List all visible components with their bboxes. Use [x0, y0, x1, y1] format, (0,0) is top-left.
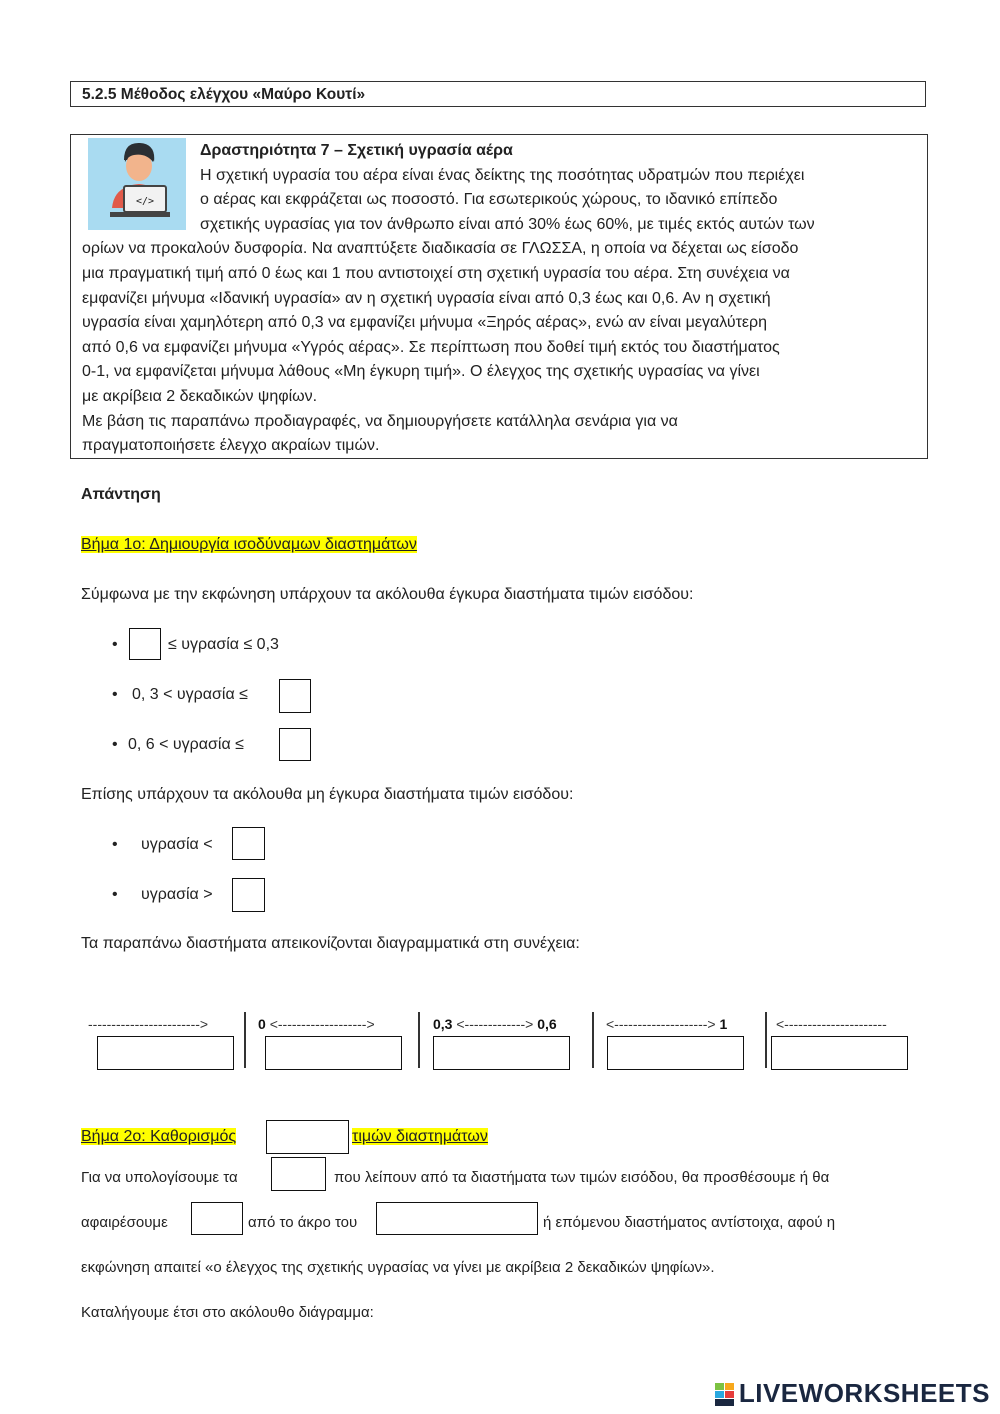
answer-input-box[interactable] — [279, 679, 311, 713]
invalid-intervals-intro: Επίσης υπάρχουν τα ακόλουθα μη έγκυρα διαστήματα τιμών εισόδου: — [81, 786, 574, 803]
logo-text: LIVEWORKSHEETS — [738, 1378, 990, 1408]
activity-line: σχετικής υγρασίας για τον άνθρωπο είναι από 30% έως 60%, με τιμές εκτός αυτών των — [200, 215, 815, 233]
diagram-label-03: 0,3 — [433, 1016, 453, 1032]
diagram-label-0: 0 — [258, 1016, 266, 1032]
activity-line: πραγματοποιήσετε έλεγχο ακραίων τιμών. — [82, 437, 380, 455]
bullet-dot: • — [112, 686, 118, 703]
valid-interval-1: ≤ υγρασία ≤ 0,3 — [168, 636, 279, 653]
activity-line: Η σχετική υγρασία του αέρα είναι ένας δείκτης της ποσότητας υδρατμών που περιέχει — [200, 166, 805, 184]
activity-line: από 0,6 να εμφανίζει μήνυμα «Υγρός αέρας». Σε περίπτωση που δοθεί τιμή εκτός του διαστήματος — [82, 338, 780, 356]
diagram-segment-4 — [606, 1016, 727, 1032]
diagram-arrow: <--------------------> — [606, 1016, 716, 1032]
diagram-input-box[interactable] — [607, 1036, 744, 1070]
activity-text — [82, 139, 922, 459]
svg-text:</>: </> — [135, 196, 155, 207]
step2-line2-a: αφαιρέσουμε — [81, 1214, 168, 1231]
diagram-divider — [244, 1012, 246, 1068]
diagram-segment-3 — [433, 1016, 557, 1032]
diagram-divider — [418, 1012, 420, 1068]
step2-line4: Καταλήγουμε έτσι στο ακόλουθο διάγραμμα: — [81, 1304, 374, 1321]
diagram-input-box[interactable] — [771, 1036, 908, 1070]
section-title: 5.2.5 Μέθοδος ελέγχου «Μαύρο Κουτί» — [70, 81, 926, 107]
invalid-interval-1: υγρασία < — [141, 836, 213, 853]
step2-line2-c: ή επόμενου διαστήματος αντίστοιχα, αφού η — [543, 1214, 836, 1231]
activity-line: Με βάση τις παραπάνω προδιαγραφές, να δημιουργήσετε κατάλληλα σενάρια για να — [82, 412, 678, 430]
diagram-arrow: <-------------> — [456, 1016, 534, 1032]
step1-title — [81, 536, 417, 554]
bullet-dot: • — [112, 886, 118, 903]
answer-input-box[interactable] — [129, 628, 161, 660]
diagram-divider — [765, 1012, 767, 1068]
step2-title-b — [352, 1128, 488, 1146]
step2-title-b-text: τιμών διαστημάτων — [352, 1128, 488, 1145]
step2-line3: εκφώνηση απαιτεί «ο έλεγχος της σχετικής υγρασίας να γίνει με ακρίβεια 2 δεκαδικών ψηφίων». — [81, 1259, 715, 1276]
answer-input-box[interactable] — [279, 728, 311, 761]
activity-line: μια πραγματική τιμή από 0 έως και 1 που αντιστοιχεί στη σχετική υγρασία του αέρα. Στη συνέχεια να — [82, 264, 790, 282]
diagram-label-06: 0,6 — [537, 1016, 557, 1032]
bullet-dot: • — [112, 636, 118, 653]
answer-input-box[interactable] — [232, 827, 265, 860]
diagram-label-1: 1 — [719, 1016, 728, 1032]
activity-line: ορίων να προκαλούν δυσφορία. Να αναπτύξετε διαδικασία σε ΓΛΩΣΣΑ, η οποία να δέχεται ως είσοδο — [82, 240, 799, 258]
answer-input-box[interactable] — [266, 1120, 349, 1154]
answer-input-box[interactable] — [376, 1202, 538, 1235]
step2-title-a-text: Βήμα 2ο: Καθορισμός — [81, 1128, 237, 1145]
diagram-input-box[interactable] — [433, 1036, 570, 1070]
bullet-dot: • — [112, 736, 118, 753]
liveworksheets-logo — [715, 1378, 990, 1409]
diagram-segment-5: <---------------------- — [776, 1016, 887, 1032]
diagram-intro: Τα παραπάνω διαστήματα απεικονίζονται διαγραμματικά στη συνέχεια: — [81, 935, 580, 952]
valid-intervals-intro: Σύμφωνα με την εκφώνηση υπάρχουν τα ακόλουθα έγκυρα διαστήματα τιμών εισόδου: — [81, 586, 694, 603]
liveworksheets-logo-icon — [715, 1383, 735, 1407]
diagram-divider — [592, 1012, 594, 1068]
activity-line: 0-1, να εμφανίζεται μήνυμα λάθους «Μη έγκυρη τιμή». Ο έλεγχος της σχετικής υγρασίας να γίνει — [82, 363, 760, 381]
step2-line1-a: Για να υπολογίσουμε τα — [81, 1169, 238, 1186]
step2-line2-b: από το άκρο του — [248, 1214, 358, 1231]
answer-title: Απάντηση — [81, 486, 161, 503]
activity-line: ο αέρας και εκφράζεται ως ποσοστό. Για εσωτερικούς χώρους, το ιδανικό επίπεδο — [200, 191, 778, 209]
step2-line1-b: που λείπουν από τα διαστήματα των τιμών εισόδου, θα προσθέσουμε ή θα — [334, 1169, 830, 1186]
activity-line: με ακρίβεια 2 δεκαδικών ψηφίων. — [82, 387, 318, 405]
diagram-segment-2 — [258, 1016, 375, 1032]
answer-input-box[interactable] — [271, 1157, 326, 1191]
step1-title-text: Βήμα 1ο: Δημιουργία ισοδύναμων διαστημάτων — [81, 536, 417, 553]
diagram-input-box[interactable] — [97, 1036, 234, 1070]
diagram-arrow: <-------------------> — [269, 1016, 375, 1032]
diagram-segment-1: ------------------------> — [88, 1016, 209, 1032]
step2-title-a — [81, 1128, 236, 1146]
activity-line: υγρασία είναι χαμηλότερη από 0,3 να εμφανίζει μήνυμα «Ξηρός αέρας», ενώ αν είναι μεγαλύτερη — [82, 314, 768, 332]
diagram-input-box[interactable] — [265, 1036, 402, 1070]
answer-input-box[interactable] — [191, 1202, 243, 1235]
activity-title: Δραστηριότητα 7 – Σχετική υγρασία αέρα — [200, 142, 513, 159]
bullet-dot: • — [112, 836, 118, 853]
valid-interval-2: 0, 3 < υγρασία ≤ — [132, 686, 248, 703]
valid-interval-3: 0, 6 < υγρασία ≤ — [128, 736, 244, 753]
invalid-interval-2: υγρασία > — [141, 886, 213, 903]
answer-input-box[interactable] — [232, 878, 265, 912]
activity-line: εμφανίζει μήνυμα «Ιδανική υγρασία» αν η σχετική υγρασία είναι από 0,3 έως και 0,6. Αν η σχετική — [82, 289, 771, 307]
